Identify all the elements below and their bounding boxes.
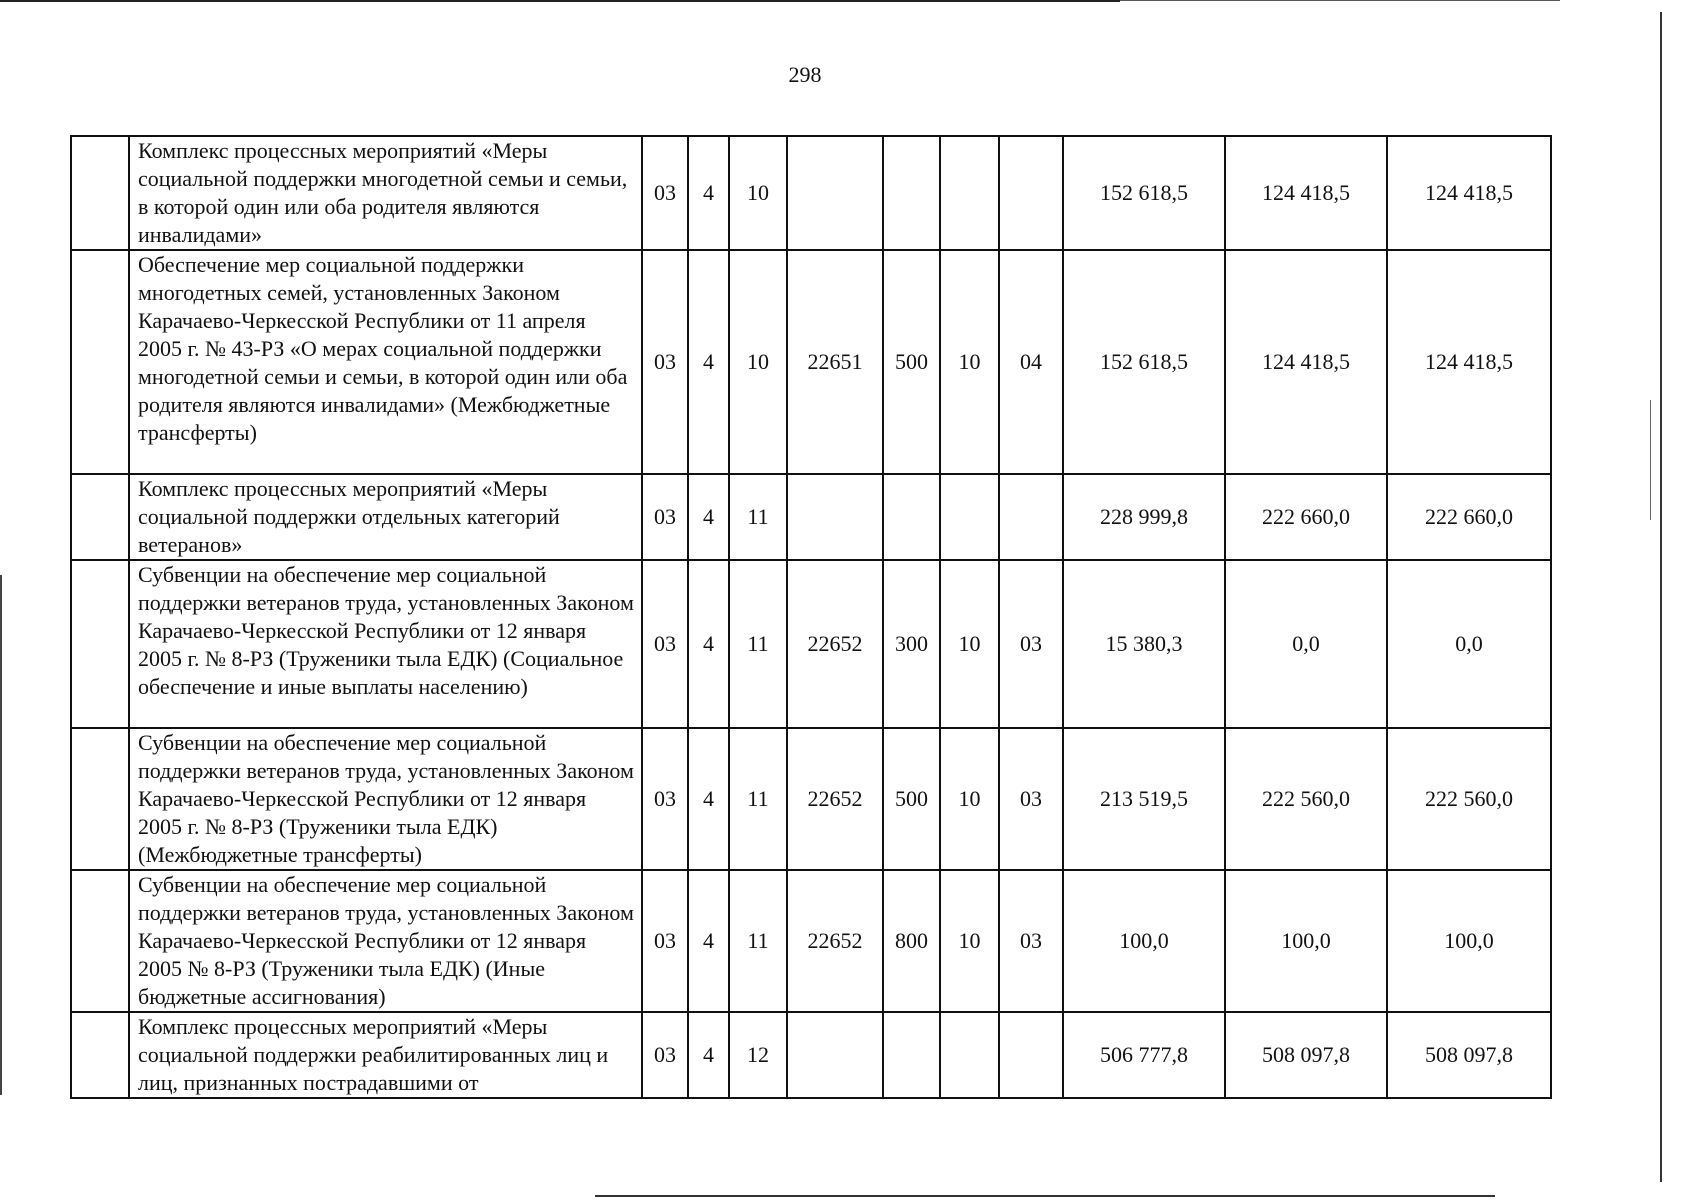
amount-year-2: 124 418,5 (1225, 136, 1387, 250)
amount-year-3: 508 097,8 (1387, 1012, 1551, 1098)
amount-year-1: 506 777,8 (1063, 1012, 1225, 1098)
row-description: Субвенции на обеспечение мер социальной поддержки ветеранов труда, установленных Законом Карачаево-Черкесской Республики от 12 января 2005 № 8-РЗ (Труженики тыла ЕДК) (Иные бюджетные ассигнования) (129, 870, 642, 1012)
code-division (940, 136, 999, 250)
code-subdivision (999, 136, 1063, 250)
amount-year-1: 228 999,8 (1063, 474, 1225, 560)
row-index-cell (71, 728, 129, 870)
code-subprogram: 4 (688, 474, 729, 560)
table-row (71, 474, 1551, 560)
code-subdivision (999, 1012, 1063, 1098)
row-index-cell (71, 1012, 129, 1098)
code-subprogram: 4 (688, 728, 729, 870)
amount-year-3: 124 418,5 (1387, 136, 1551, 250)
code-division: 10 (940, 870, 999, 1012)
row-index-cell (71, 560, 129, 728)
code-section: 03 (642, 1012, 688, 1098)
amount-year-1: 213 519,5 (1063, 728, 1225, 870)
code-complex: 11 (729, 728, 787, 870)
code-expense-type (883, 1012, 940, 1098)
amount-year-1: 152 618,5 (1063, 250, 1225, 474)
code-division (940, 1012, 999, 1098)
top-border-line-right (1120, 0, 1560, 1)
code-complex: 11 (729, 870, 787, 1012)
code-division: 10 (940, 250, 999, 474)
code-target-item: 22652 (787, 560, 883, 728)
top-border-line (0, 0, 1120, 2)
code-complex: 10 (729, 250, 787, 474)
code-subdivision (999, 474, 1063, 560)
code-division: 10 (940, 728, 999, 870)
amount-year-2: 508 097,8 (1225, 1012, 1387, 1098)
amount-year-2: 0,0 (1225, 560, 1387, 728)
code-subdivision: 03 (999, 728, 1063, 870)
table-row (71, 250, 1551, 474)
amount-year-2: 222 660,0 (1225, 474, 1387, 560)
code-section: 03 (642, 250, 688, 474)
amount-year-1: 15 380,3 (1063, 560, 1225, 728)
table-row (71, 728, 1551, 870)
amount-year-3: 0,0 (1387, 560, 1551, 728)
code-complex: 11 (729, 560, 787, 728)
row-description: Комплекс процессных мероприятий «Меры социальной поддержки отдельных категорий ветеранов» (129, 474, 642, 560)
row-index-cell (71, 250, 129, 474)
code-section: 03 (642, 474, 688, 560)
amount-year-1: 100,0 (1063, 870, 1225, 1012)
code-subprogram: 4 (688, 870, 729, 1012)
amount-year-3: 222 560,0 (1387, 728, 1551, 870)
table-row (71, 870, 1551, 1012)
row-description: Субвенции на обеспечение мер социальной поддержки ветеранов труда, установленных Законом Карачаево-Черкесской Республики от 12 января 2005 г. № 8-РЗ (Труженики тыла ЕДК) (Социальное обеспечение и иные выплаты населению) (129, 560, 642, 728)
table-row (71, 1012, 1551, 1098)
code-target-item: 22652 (787, 728, 883, 870)
code-expense-type: 500 (883, 250, 940, 474)
table-row (71, 560, 1551, 728)
code-subdivision: 04 (999, 250, 1063, 474)
code-expense-type (883, 474, 940, 560)
code-section: 03 (642, 136, 688, 250)
amount-year-2: 124 418,5 (1225, 250, 1387, 474)
left-edge-line (0, 575, 2, 1095)
code-expense-type: 500 (883, 728, 940, 870)
right-edge-line (1660, 12, 1662, 1182)
amount-year-3: 222 660,0 (1387, 474, 1551, 560)
row-index-cell (71, 870, 129, 1012)
code-section: 03 (642, 560, 688, 728)
right-edge-mark (1650, 400, 1651, 520)
code-subdivision: 03 (999, 560, 1063, 728)
amount-year-2: 222 560,0 (1225, 728, 1387, 870)
code-subprogram: 4 (688, 250, 729, 474)
code-target-item (787, 474, 883, 560)
code-section: 03 (642, 728, 688, 870)
code-section: 03 (642, 870, 688, 1012)
code-target-item (787, 136, 883, 250)
amount-year-1: 152 618,5 (1063, 136, 1225, 250)
row-index-cell (71, 136, 129, 250)
code-expense-type (883, 136, 940, 250)
row-index-cell (71, 474, 129, 560)
code-subprogram: 4 (688, 136, 729, 250)
code-complex: 11 (729, 474, 787, 560)
amount-year-2: 100,0 (1225, 870, 1387, 1012)
code-complex: 10 (729, 136, 787, 250)
bottom-border-line (595, 1195, 1495, 1197)
budget-table (70, 135, 1552, 1099)
amount-year-3: 124 418,5 (1387, 250, 1551, 474)
code-complex: 12 (729, 1012, 787, 1098)
row-description: Субвенции на обеспечение мер социальной поддержки ветеранов труда, установленных Законом Карачаево-Черкесской Республики от 12 января 2005 г. № 8-РЗ (Труженики тыла ЕДК) (Межбюджетные трансферты) (129, 728, 642, 870)
code-target-item: 22652 (787, 870, 883, 1012)
code-division: 10 (940, 560, 999, 728)
code-target-item: 22651 (787, 250, 883, 474)
row-description: Обеспечение мер социальной поддержки многодетных семей, установленных Законом Карачаево-Черкесской Республики от 11 апреля 2005 г. № 43-РЗ «О мерах социальной поддержки многодетной семьи и семьи, в которой один или оба родителя являются инвалидами» (Межбюджетные трансферты) (129, 250, 642, 474)
code-target-item (787, 1012, 883, 1098)
code-subdivision: 03 (999, 870, 1063, 1012)
page-number: 298 (788, 62, 822, 87)
amount-year-3: 100,0 (1387, 870, 1551, 1012)
table-body (71, 136, 1551, 1098)
code-subprogram: 4 (688, 1012, 729, 1098)
row-description: Комплекс процессных мероприятий «Меры социальной поддержки многодетной семьи и семьи, в которой один или оба родителя являются инвалидами» (129, 136, 642, 250)
code-subprogram: 4 (688, 560, 729, 728)
code-expense-type: 300 (883, 560, 940, 728)
code-expense-type: 800 (883, 870, 940, 1012)
table-row (71, 136, 1551, 250)
code-division (940, 474, 999, 560)
row-description: Комплекс процессных мероприятий «Меры социальной поддержки реабилитированных лиц и лиц, признанных пострадавшими от (129, 1012, 642, 1098)
